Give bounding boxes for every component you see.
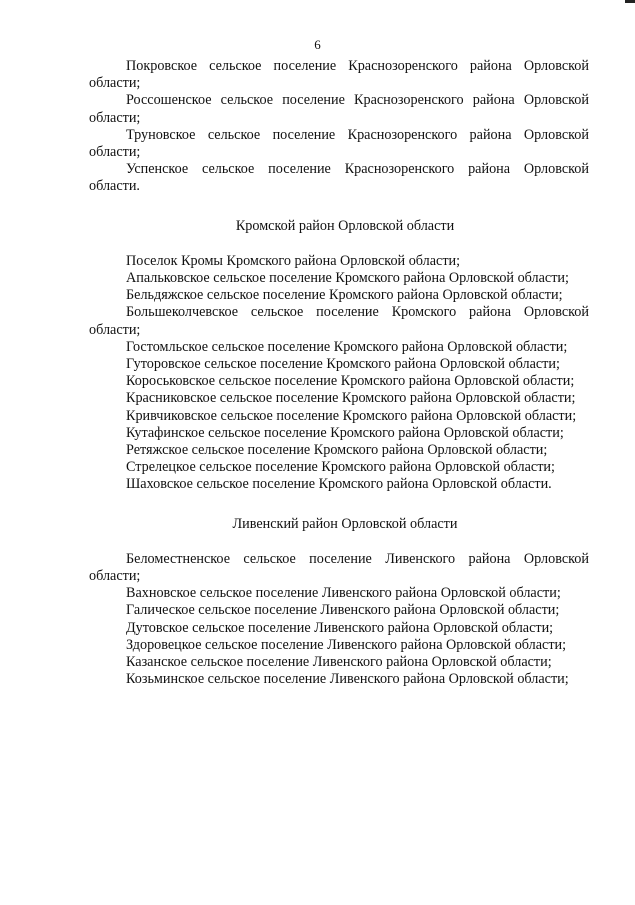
section-heading: Кромской район Орловской области xyxy=(235,217,455,234)
list-item: Кривчиковское сельское поселение Кромского района Орловской области; xyxy=(126,407,577,424)
section-livensky xyxy=(89,516,589,689)
list-item: Беломестненское сельское поселение Ливенского района Орловской области; xyxy=(89,550,589,585)
list-item: Красниковское сельское поселение Кромского района Орловской области; xyxy=(126,390,576,407)
section-krasnozorensky-continued xyxy=(89,58,589,196)
list-item: Кутафинское сельское поселение Кромского района Орловской области; xyxy=(126,424,564,441)
list-item: Галическое сельское поселение Ливенского района Орловской области; xyxy=(126,602,560,619)
list-item: Бельдяжское сельское поселение Кромского района Орловской области; xyxy=(126,287,563,304)
section-heading: Ливенский район Орловской области xyxy=(232,515,458,532)
list-item: Здоровецкое сельское поселение Ливенского района Орловской области; xyxy=(126,636,567,653)
list-item: Короськовское сельское поселение Кромского района Орловской области; xyxy=(126,373,575,390)
list-item: Дутовское сельское поселение Ливенского района Орловской области; xyxy=(126,619,554,636)
list-item: Большеколчевское сельское поселение Кромского района Орловской области; xyxy=(89,304,589,338)
list-item: Козьминское сельское поселение Ливенского района Орловской области; xyxy=(126,671,569,688)
list-item: Гуторовское сельское поселение Кромского района Орловской области; xyxy=(126,356,560,373)
scan-corner-mark xyxy=(625,0,635,3)
list-item: Апальковское сельское поселение Кромского района Орловской области; xyxy=(126,270,569,287)
list-item: Россошенское сельское поселение Краснозоренского района Орловской области; xyxy=(89,92,589,126)
list-item: Казанское сельское поселение Ливенского района Орловской области; xyxy=(126,654,552,671)
list-item: Успенское сельское поселение Краснозоренского района Орловской области. xyxy=(89,161,589,195)
list-item: Покровское сельское поселение Краснозоренского района Орловской области; xyxy=(89,58,589,92)
list-item: Вахновское сельское поселение Ливенского района Орловской области; xyxy=(126,585,561,602)
list-item: Гостомльское сельское поселение Кромского района Орловской области; xyxy=(126,338,568,355)
document-body xyxy=(89,58,589,689)
section-kromskoy xyxy=(89,218,589,494)
list-item: Труновское сельское поселение Краснозоренского района Орловской области; xyxy=(89,126,589,161)
list-item: Поселок Кромы Кромского района Орловской области; xyxy=(126,252,461,269)
page-number: 6 xyxy=(314,37,321,52)
list-item: Шаховское сельское поселение Кромского района Орловской области. xyxy=(126,476,552,493)
list-item: Стрелецкое сельское поселение Кромского района Орловской области; xyxy=(126,459,555,476)
list-item: Ретяжское сельское поселение Кромского района Орловской области; xyxy=(126,442,548,459)
